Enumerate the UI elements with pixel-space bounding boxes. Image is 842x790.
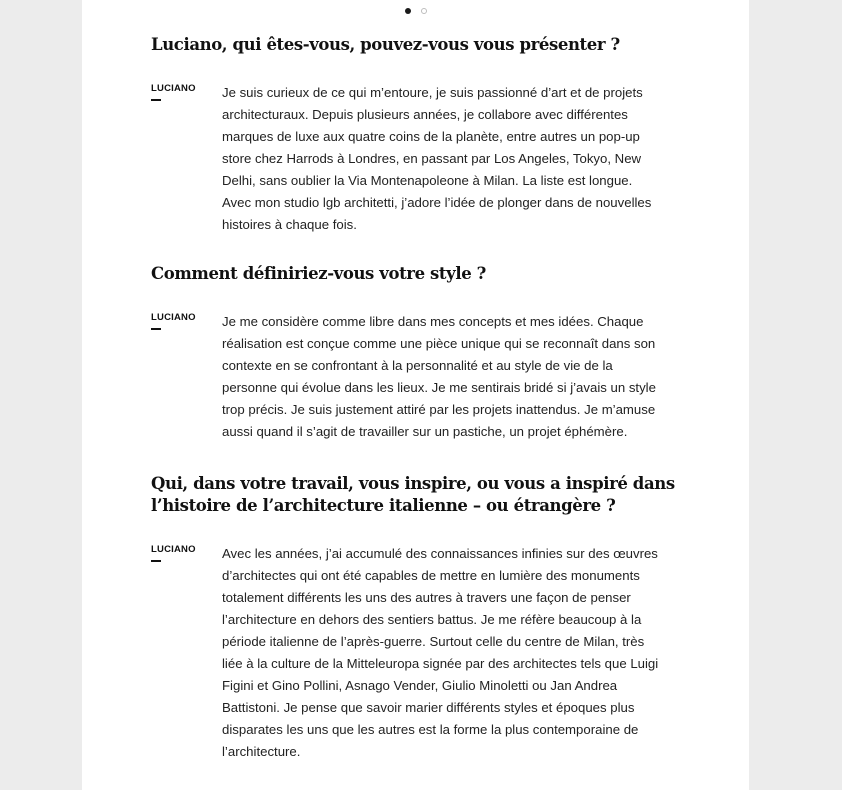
answer-row: [151, 311, 691, 443]
speaker-label: [151, 82, 222, 236]
speaker-label: [151, 311, 222, 443]
speaker-dash: [151, 560, 161, 562]
article-page: [82, 0, 749, 790]
answer-row: [151, 82, 691, 236]
speaker-dash: [151, 99, 161, 101]
speaker-name: LUCIANO: [151, 312, 196, 323]
speaker-name: LUCIANO: [151, 544, 196, 555]
question-heading: Luciano, qui êtes-vous, pouvez-vous vous présenter ?: [151, 35, 620, 54]
question-heading: Comment définiriez-vous votre style ?: [151, 264, 486, 283]
interview-block-1: [151, 34, 691, 236]
answer-text: Avec les années, j’ai accumulé des connaissances infinies sur des œuvres d’architectes qui ont été capables de mettre en lumière des monuments totalement différents les uns des autres à travers une façon de penser l’architecture en dehors des sentiers battus. Je me réfère beaucoup à la période italienne de l’après-guerre. Surtout celle du centre de Milan, très liée à la culture de la Mitteleuropa signée par des architectes tels que Luigi Figini et Gino Pollini, Asnago Vender, Giulio Minoletti ou Jan Andrea Battistoni. Je pense que savoir marier différents styles et époques plus disparates les uns que les autres est la forme la plus contemporaine de l’architecture.: [222, 546, 659, 759]
speaker-name: LUCIANO: [151, 83, 196, 94]
answer-text: Je suis curieux de ce qui m’entoure, je suis passionné d’art et de projets architecturaux. Depuis plusieurs années, je collabore avec différentes marques de luxe aux quatre coins de la planète, entre autres un pop-up store chez Harrods à Londres, en passant par Los Angeles, Tokyo, New Delhi, sans oublier la Via Montenapoleone à Milan. La liste est longue. Avec mon studio lgb architetti, j’adore l’idée de plonger dans de nouvelles histoires à chaque fois.: [222, 85, 652, 232]
carousel-dot-2[interactable]: [421, 8, 427, 14]
interview-block-2: [151, 263, 691, 443]
speaker-dash: [151, 328, 161, 330]
carousel-dots: [82, 8, 749, 16]
interview-block-3: [151, 473, 691, 763]
answer-text: Je me considère comme libre dans mes concepts et mes idées. Chaque réalisation est conçue comme une pièce unique qui se reconnaît dans son contexte en se confrontant à la personnalité et au style de vie de la personne qui évolue dans les lieux. Je me sentirais bridé si j’avais un style trop précis. Je suis justement attiré par les projets inattendus. Je m’amuse aussi quand il s’agit de travailler sur un pastiche, un projet éphémère.: [222, 314, 656, 439]
speaker-label: [151, 543, 222, 763]
question-heading: Qui, dans votre travail, vous inspire, ou vous a inspiré dans l’histoire de l’architecture italienne – ou étrangère ?: [151, 474, 675, 515]
interview-content: [151, 34, 691, 763]
carousel-dot-1[interactable]: [405, 8, 411, 14]
answer-row: [151, 543, 691, 763]
